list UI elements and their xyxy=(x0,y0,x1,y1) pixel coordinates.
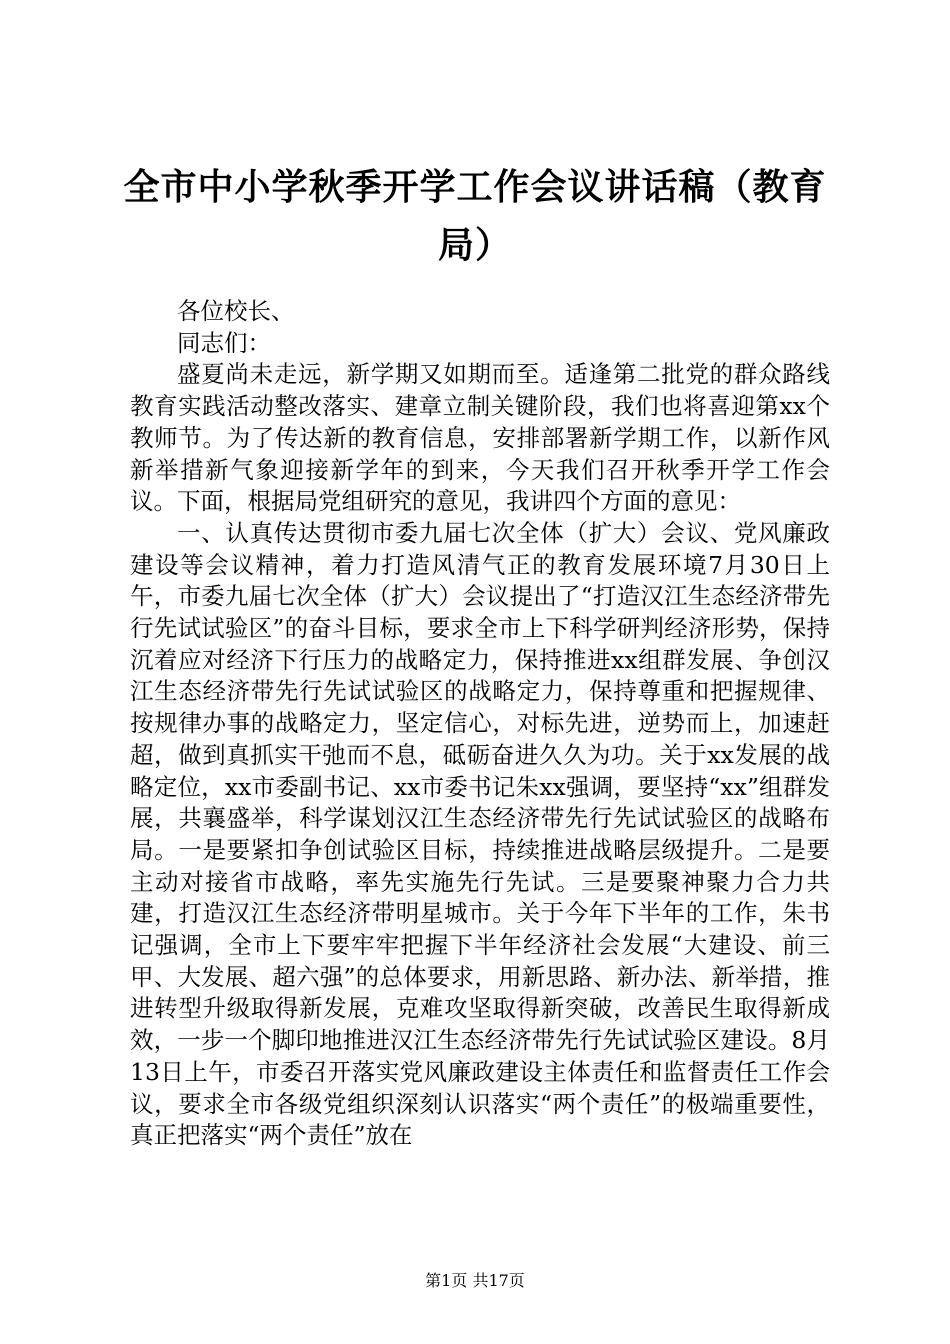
paragraph-intro: 盛夏尚未走远，新学期又如期而至。适逢第二批党的群众路线教育实践活动整改落实、建章立制关键阶段，我们也将喜迎第xx个教师节。为了传达新的教育信息，安排部署新学期工作，以新作风新举措新气象迎接新学年的到来，今天我们召开秋季开学工作会议。下面，根据局党组研究的意见，我讲四个方面的意见： xyxy=(130,360,830,516)
paragraph-section-1: 一、认真传达贯彻市委九届七次全体（扩大）会议、党风廉政建设等会议精神，着力打造风清气正的教育发展环境7月30日上午，市委九届七次全体（扩大）会议提出了“打造汉江生态经济带先行先试试验区”的奋斗目标，要求全市上下科学研判经济形势，保持沉着应对经济下行压力的战略定力，保持推进xx组群发展、争创汉江生态经济带先行先试试验区的战略定力，保持尊重和把握规律、按规律办事的战略定力，坚定信心，对标先进，逆势而上，加速赶超，做到真抓实干弛而不息，砥砺奋进久久为功。关于xx发展的战略定位，xx市委副书记、xx市委书记朱xx强调，要坚持“xx”组群发展，共襄盛举，科学谋划汉江生态经济带先行先试试验区的战略布局。一是要紧扣争创试验区目标，持续推进战略层级提升。二是要主动对接省市战略，率先实施先行先试。三是要聚神聚力合力共建，打造汉江生态经济带明星城市。关于今年下半年的工作，朱书记强调，全市上下要牢牢把握下半年经济社会发展“大建设、前三甲、大发展、超六强”的总体要求，用新思路、新办法、新举措，推进转型升级取得新发展，克难攻坚取得新突破，改善民生取得新成效，一步一个脚印地推进汉江生态经济带先行先试试验区建设。8月13日上午，市委召开落实党风廉政建设主体责任和监督责任工作会议，要求全市各级党组织深刻认识落实“两个责任”的极端重要性，真正把落实“两个责任”放在 xyxy=(130,518,830,1150)
salutation-line-2: 同志们： xyxy=(177,328,271,357)
document-title: 全市中小学秋季开学工作会议讲话稿（教育局） xyxy=(123,166,827,266)
document-body xyxy=(130,296,830,1152)
page-number: 第1页 共17页 xyxy=(425,1271,525,1290)
salutation-line-1: 各位校长、 xyxy=(177,297,295,325)
